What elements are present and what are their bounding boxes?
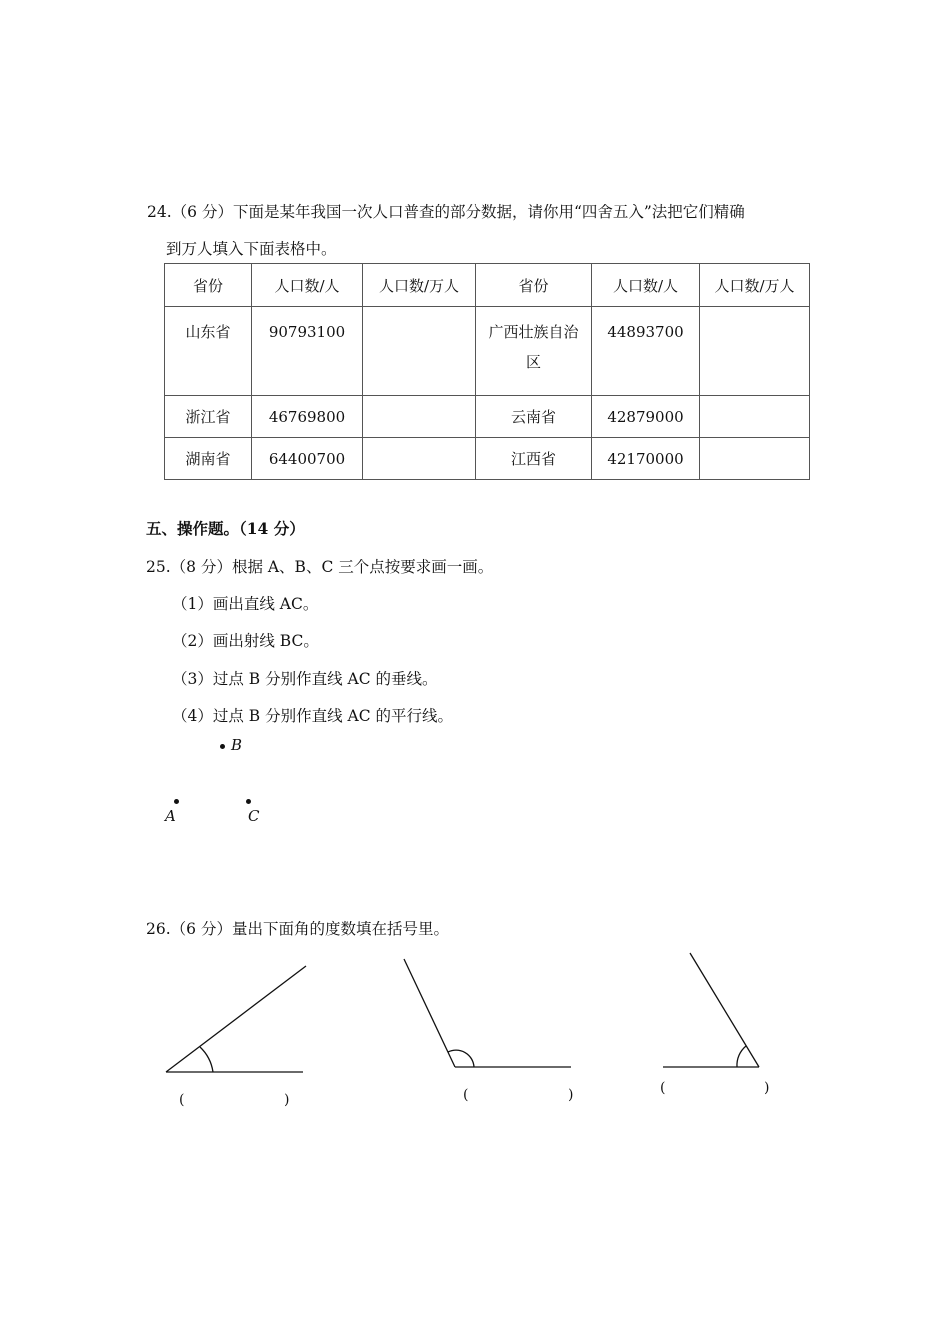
angle-3 <box>663 953 759 1067</box>
answer-paren-close-2: ) <box>568 1087 574 1103</box>
cell-line: 广西壮族自治 <box>488 323 579 341</box>
header-cell: 人口数/人 <box>592 264 700 307</box>
point-b-label: B <box>231 736 243 754</box>
header-cell: 人口数/万人 <box>363 264 476 307</box>
cell-line: 区 <box>525 353 541 371</box>
answer-paren-open-3: ( <box>660 1080 666 1096</box>
table-cell: 42879000 <box>592 396 700 438</box>
angle-2 <box>404 959 571 1067</box>
point-c-label: C <box>248 807 260 825</box>
table-cell: 42170000 <box>592 438 700 480</box>
answer-paren-close-3: ) <box>764 1080 770 1096</box>
header-cell: 省份 <box>476 264 592 307</box>
angle-1 <box>166 966 306 1072</box>
q25-item-2: （2）画出射线 BC。 <box>172 632 319 650</box>
q24-stem-line2: 到万人填入下面表格中。 <box>166 240 337 258</box>
answer-paren-open-2: ( <box>463 1087 469 1103</box>
table-cell: 江西省 <box>476 438 592 480</box>
table-cell: 64400700 <box>252 438 363 480</box>
header-cell: 人口数/人 <box>252 264 363 307</box>
q25-stem: 25.（8 分）根据 A、B、C 三个点按要求画一画。 <box>146 558 494 576</box>
q26-stem: 26.（6 分）量出下面角的度数填在括号里。 <box>146 920 449 938</box>
answer-paren-close-1: ) <box>284 1092 290 1108</box>
table-cell: 90793100 <box>252 307 363 396</box>
point-a-label: A <box>165 807 176 825</box>
header-cell: 省份 <box>165 264 252 307</box>
answer-paren-open-1: ( <box>179 1092 185 1108</box>
table-cell: 44893700 <box>592 307 700 396</box>
q25-item-1: （1）画出直线 AC。 <box>172 595 319 613</box>
section-title: 五、操作题。（14 分） <box>146 519 305 538</box>
q24-stem-line1: 24.（6 分）下面是某年我国一次人口普查的部分数据，请你用“四舍五入”法把它们精确 <box>147 203 745 221</box>
q25-item-4: （4）过点 B 分别作直线 AC 的平行线。 <box>172 707 454 725</box>
table-cell: 湖南省 <box>165 438 252 480</box>
table-cell: 山东省 <box>165 307 252 396</box>
table-cell: 46769800 <box>252 396 363 438</box>
table-cell: 浙江省 <box>165 396 252 438</box>
q25-item-3: （3）过点 B 分别作直线 AC 的垂线。 <box>172 670 438 688</box>
header-cell: 人口数/万人 <box>700 264 810 307</box>
table-cell: 云南省 <box>476 396 592 438</box>
